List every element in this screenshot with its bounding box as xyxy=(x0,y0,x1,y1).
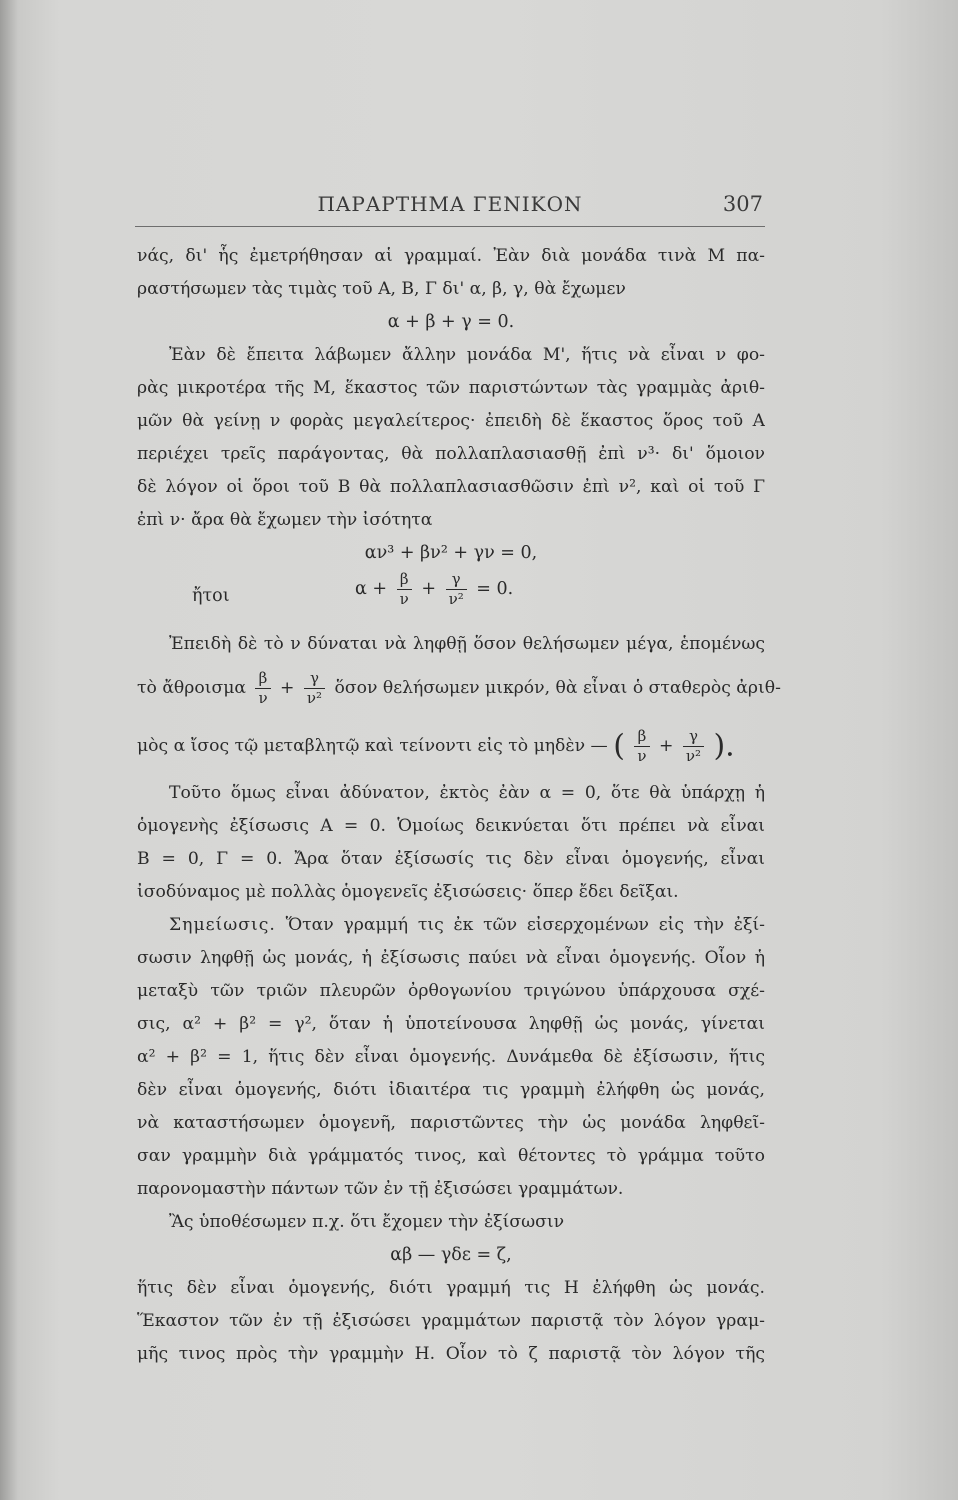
fraction-denominator: ν² xyxy=(685,747,701,765)
text-line: ραστήσωμεν τὰς τιμὰς τοῦ Α, Β, Γ δι' α, β, γ, θὰ ἔχωμεν xyxy=(137,279,626,299)
text-line: δὲ λόγον οἱ ὅροι τοῦ Β θὰ πολλαπλασιασθῶσιν ἐπὶ ν², καὶ οἱ τοῦ Γ xyxy=(137,477,765,497)
running-head: ΠΑΡΑΡΤΗΜΑ ΓΕΝΙΚΟΝ xyxy=(317,192,583,216)
text-line: ὁμογενὴς ἐξίσωσις Α = 0. Ὁμοίως δεικνύεται ὅτι πρέπει νὰ εἶναι xyxy=(137,816,765,836)
text-line: μεταξὺ τῶν τριῶν πλευρῶν ὀρθογωνίου τριγώνου ὑπάρχουσα σχέ- xyxy=(137,981,765,1001)
fraction-denominator: ν xyxy=(258,689,268,707)
fraction-numerator: β xyxy=(634,727,649,747)
equation: α + β + γ = 0. xyxy=(387,312,515,332)
text-line: Ἐπειδὴ δὲ τὸ ν δύναται νὰ ληφθῇ ὅσον θελήσωμεν μέγα, ἑπομένως xyxy=(169,634,765,654)
text-line xyxy=(137,909,765,942)
plus-sign: + xyxy=(280,678,295,698)
fraction-denominator: ν xyxy=(637,747,647,765)
equation-label: ἤτοι xyxy=(192,586,230,606)
body-text xyxy=(137,240,781,1371)
fraction-denominator: ν² xyxy=(306,689,323,707)
page-number: 307 xyxy=(722,192,763,216)
text-line: νὰ καταστήσωμεν ὁμογενῆ, παριστῶντες τὴν ὡς μονάδα ληφθεῖ- xyxy=(137,1113,765,1133)
fraction-denominator: ν xyxy=(399,590,409,608)
plus-sign: + xyxy=(658,736,674,756)
text-line: παρονομαστὴν πάντων τῶν ἐν τῇ ἐξισώσει γραμμάτων. xyxy=(137,1179,624,1199)
fraction-numerator: γ xyxy=(446,570,467,590)
text-line: α² + β² = 1, ἥτις δὲν εἶναι ὁμογενής. Δυνάμεθα δὲ ἐξίσωσιν, ἥτις xyxy=(137,1047,765,1067)
text-line: ἰσοδύναμος μὲ πολλὰς ὁμογενεῖς ἐξισώσεις· ὅπερ ἔδει δεῖξαι. xyxy=(137,882,679,902)
note-label: Σημείωσις. xyxy=(169,915,276,935)
fraction-numerator: γ xyxy=(304,669,325,689)
text-line: δὲν εἶναι ὁμογενής, διότι ἰδιαιτέρα τις γραμμὴ ἐλήφθη ὡς μονάς, xyxy=(137,1080,765,1100)
equation: αβ — γδε = ζ, xyxy=(390,1245,512,1265)
text-line: Ἐὰν δὲ ἔπειτα λάβωμεν ἄλλην μονάδα Μ', ἥτις νὰ εἶναι ν φο- xyxy=(169,345,765,365)
fraction xyxy=(634,727,649,766)
fraction xyxy=(255,669,270,708)
text-line-fraction xyxy=(137,661,781,715)
text-line: σωσιν ληφθῇ ὡς μονάς, ἡ ἐξίσωσις παύει νὰ εἶναι ὁμογενής. Οἷον ἡ xyxy=(137,948,765,968)
right-paren: ). xyxy=(713,728,735,764)
text-line: μῆς τινος πρὸς τὴν γραμμὴν Η. Οἷον τὸ ζ παριστᾷ τὸν λόγον τῆς xyxy=(137,1344,765,1364)
text-line: σαν γραμμὴν διὰ γράμματός τινος, καὶ θέτοντες τὸ γράμμα τοῦτο xyxy=(137,1146,765,1166)
fraction-expression xyxy=(355,570,513,609)
fraction-numerator: β xyxy=(255,669,270,689)
text-line: νάς, δι' ἧς ἐμετρήθησαν αἱ γραμμαί. Ἐὰν διὰ μονάδα τινὰ Μ πα- xyxy=(137,246,765,266)
fraction-numerator: β xyxy=(397,570,412,590)
fraction xyxy=(446,570,467,609)
fraction-numerator: γ xyxy=(683,727,704,747)
text-line: μῶν θὰ γείνῃ ν φορὰς μεγαλείτερος· ἐπειδὴ δὲ ἕκαστος ὅρος τοῦ Α xyxy=(137,411,765,431)
text-span: ὅσον θελήσωμεν μικρόν, θὰ εἶναι ὁ σταθερὸς ἀριθ- xyxy=(334,678,781,698)
page-header xyxy=(135,192,765,227)
text-line: Ἕκαστον τῶν ἐν τῇ ἐξισώσει γραμμάτων παριστᾷ τὸν λόγον γραμ- xyxy=(137,1311,765,1331)
text-line: περιέχει τρεῖς παράγοντας, θὰ πολλαπλασιασθῇ ἐπὶ ν³· δι' ὅμοιον xyxy=(137,444,765,464)
text-line: ἐπὶ ν· ἄρα θὰ ἔχωμεν τὴν ἰσότητα xyxy=(137,510,433,530)
equation-fraction xyxy=(137,570,765,628)
text-span: τὸ ἄθροισμα xyxy=(137,678,246,698)
text-line-fraction xyxy=(137,715,765,777)
text-line: ρὰς μικροτέρα τῆς Μ, ἕκαστος τῶν παριστώντων τὰς γραμμὰς ἀριθ- xyxy=(137,378,765,398)
text-line: Β = 0, Γ = 0. Ἄρα ὅταν ἐξίσωσίς τις δὲν εἶναι ὁμογενής, εἶναι xyxy=(137,849,765,869)
text-span: Ὅταν γραμμή τις ἐκ τῶν εἰσερχομένων εἰς τὴν ἐξί- xyxy=(285,915,765,935)
fraction xyxy=(304,669,325,708)
text-span: μὸς α ἴσος τῷ μεταβλητῷ καὶ τείνοντι εἰς τὸ μηδὲν — xyxy=(137,736,608,756)
text-line: Τοῦτο ὅμως εἶναι ἀδύνατον, ἐκτὸς ἐὰν α = 0, ὅτε θὰ ὑπάρχῃ ἡ xyxy=(169,783,765,803)
plus-sign: + xyxy=(421,579,436,599)
equation-term: α + xyxy=(355,579,388,599)
text-line: σις, α² + β² = γ², ὅταν ἡ ὑποτείνουσα ληφθῇ ὡς μονάς, γίνεται xyxy=(137,1014,765,1034)
fraction-denominator: ν² xyxy=(448,590,464,608)
text-line: ἥτις δὲν εἶναι ὁμογενής, διότι γραμμή τις Η ἐλήφθη ὡς μονάς. xyxy=(137,1278,765,1298)
fraction xyxy=(683,727,704,766)
equation-term: = 0. xyxy=(476,579,514,599)
equation: αν³ + βν² + γν = 0, xyxy=(364,543,538,563)
text-line: Ἂς ὑποθέσωμεν π.χ. ὅτι ἔχομεν τὴν ἐξίσωσιν xyxy=(169,1212,565,1232)
left-paren: ( xyxy=(613,728,625,764)
fraction xyxy=(397,570,412,609)
